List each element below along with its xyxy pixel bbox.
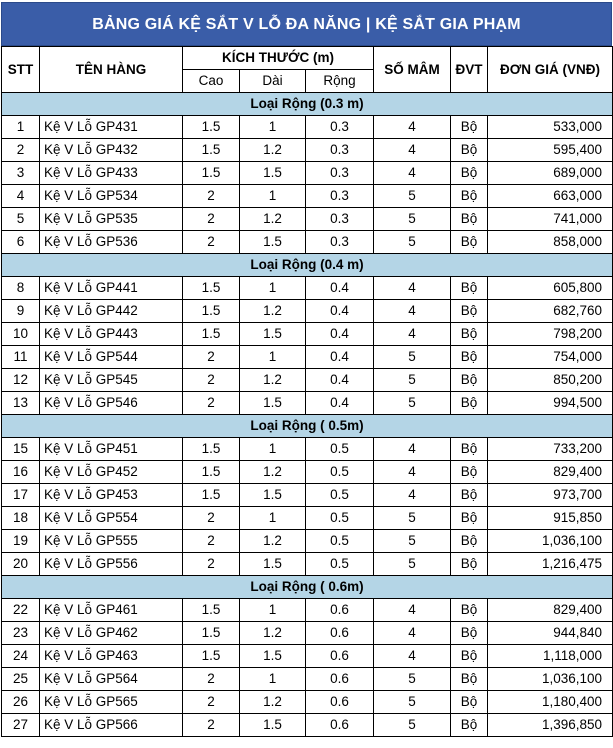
group-label: Loại Rộng (0.3 m)	[2, 93, 613, 116]
header-cao: Cao	[183, 70, 240, 93]
group-header-row	[2, 254, 613, 277]
cell-cao: 2	[183, 185, 240, 208]
table-body	[2, 93, 613, 737]
cell-dvt: Bộ	[451, 208, 488, 231]
cell-dai: 1.5	[240, 392, 306, 415]
cell-ten-hang: Kệ V Lỗ GP565	[40, 691, 183, 714]
cell-ten-hang: Kệ V Lỗ GP443	[40, 323, 183, 346]
table-row	[2, 185, 613, 208]
group-label: Loại Rộng ( 0.6m)	[2, 576, 613, 599]
table-row	[2, 553, 613, 576]
cell-rong: 0.5	[306, 530, 374, 553]
cell-dai: 1.2	[240, 622, 306, 645]
cell-dvt: Bộ	[451, 346, 488, 369]
cell-cao: 1.5	[183, 461, 240, 484]
cell-so-mam: 5	[374, 668, 451, 691]
header-so-mam: SỐ MÂM	[374, 47, 451, 93]
cell-stt: 23	[2, 622, 40, 645]
cell-stt: 19	[2, 530, 40, 553]
cell-stt: 22	[2, 599, 40, 622]
header-row	[2, 47, 613, 70]
table-row	[2, 691, 613, 714]
cell-ten-hang: Kệ V Lỗ GP463	[40, 645, 183, 668]
cell-rong: 0.3	[306, 116, 374, 139]
cell-don-gia: 1,180,400	[488, 691, 613, 714]
cell-ten-hang: Kệ V Lỗ GP441	[40, 277, 183, 300]
cell-don-gia: 944,840	[488, 622, 613, 645]
cell-cao: 2	[183, 392, 240, 415]
cell-stt: 20	[2, 553, 40, 576]
group-label: Loại Rộng (0.4 m)	[2, 254, 613, 277]
cell-cao: 2	[183, 369, 240, 392]
table-row	[2, 599, 613, 622]
cell-dvt: Bộ	[451, 139, 488, 162]
cell-dai: 1.2	[240, 530, 306, 553]
cell-cao: 1.5	[183, 162, 240, 185]
cell-so-mam: 4	[374, 599, 451, 622]
table-row	[2, 645, 613, 668]
cell-so-mam: 4	[374, 645, 451, 668]
table-row	[2, 277, 613, 300]
cell-don-gia: 1,396,850	[488, 714, 613, 737]
cell-dvt: Bộ	[451, 231, 488, 254]
cell-rong: 0.3	[306, 139, 374, 162]
cell-don-gia: 741,000	[488, 208, 613, 231]
cell-dai: 1.2	[240, 461, 306, 484]
cell-cao: 1.5	[183, 599, 240, 622]
cell-so-mam: 5	[374, 691, 451, 714]
cell-cao: 2	[183, 346, 240, 369]
cell-don-gia: 533,000	[488, 116, 613, 139]
cell-dvt: Bộ	[451, 461, 488, 484]
cell-cao: 1.5	[183, 139, 240, 162]
cell-ten-hang: Kệ V Lỗ GP564	[40, 668, 183, 691]
cell-don-gia: 1,216,475	[488, 553, 613, 576]
table-row	[2, 392, 613, 415]
table-row	[2, 622, 613, 645]
cell-so-mam: 4	[374, 461, 451, 484]
cell-dai: 1.2	[240, 208, 306, 231]
header-ten-hang: TÊN HÀNG	[40, 47, 183, 93]
cell-dvt: Bộ	[451, 668, 488, 691]
cell-stt: 10	[2, 323, 40, 346]
cell-stt: 25	[2, 668, 40, 691]
cell-dai: 1.2	[240, 369, 306, 392]
cell-don-gia: 850,200	[488, 369, 613, 392]
cell-so-mam: 4	[374, 438, 451, 461]
cell-rong: 0.6	[306, 691, 374, 714]
cell-cao: 2	[183, 668, 240, 691]
group-label: Loại Rộng ( 0.5m)	[2, 415, 613, 438]
cell-dai: 1	[240, 668, 306, 691]
cell-stt: 1	[2, 116, 40, 139]
cell-ten-hang: Kệ V Lỗ GP452	[40, 461, 183, 484]
cell-rong: 0.6	[306, 714, 374, 737]
table-row	[2, 438, 613, 461]
cell-so-mam: 4	[374, 484, 451, 507]
table-row	[2, 369, 613, 392]
cell-so-mam: 4	[374, 277, 451, 300]
table-row	[2, 208, 613, 231]
cell-rong: 0.6	[306, 599, 374, 622]
header-don-gia: ĐƠN GIÁ (VNĐ)	[488, 47, 613, 93]
cell-rong: 0.5	[306, 553, 374, 576]
cell-rong: 0.3	[306, 185, 374, 208]
cell-cao: 1.5	[183, 645, 240, 668]
cell-so-mam: 4	[374, 139, 451, 162]
cell-dvt: Bộ	[451, 484, 488, 507]
header-dai: Dài	[240, 70, 306, 93]
table-row	[2, 323, 613, 346]
cell-rong: 0.5	[306, 461, 374, 484]
cell-cao: 1.5	[183, 438, 240, 461]
table-row	[2, 231, 613, 254]
cell-don-gia: 915,850	[488, 507, 613, 530]
cell-stt: 9	[2, 300, 40, 323]
cell-ten-hang: Kệ V Lỗ GP544	[40, 346, 183, 369]
cell-ten-hang: Kệ V Lỗ GP451	[40, 438, 183, 461]
cell-rong: 0.4	[306, 323, 374, 346]
cell-rong: 0.6	[306, 645, 374, 668]
cell-ten-hang: Kệ V Lỗ GP556	[40, 553, 183, 576]
cell-dai: 1.2	[240, 139, 306, 162]
cell-stt: 17	[2, 484, 40, 507]
cell-ten-hang: Kệ V Lỗ GP536	[40, 231, 183, 254]
cell-rong: 0.6	[306, 622, 374, 645]
cell-don-gia: 682,760	[488, 300, 613, 323]
cell-so-mam: 4	[374, 162, 451, 185]
cell-cao: 1.5	[183, 323, 240, 346]
cell-dai: 1.5	[240, 714, 306, 737]
cell-cao: 1.5	[183, 116, 240, 139]
header-dvt: ĐVT	[451, 47, 488, 93]
cell-rong: 0.4	[306, 277, 374, 300]
cell-stt: 5	[2, 208, 40, 231]
cell-don-gia: 829,400	[488, 599, 613, 622]
cell-so-mam: 5	[374, 346, 451, 369]
cell-dai: 1	[240, 185, 306, 208]
cell-stt: 26	[2, 691, 40, 714]
cell-dai: 1.5	[240, 484, 306, 507]
cell-dai: 1.5	[240, 553, 306, 576]
cell-don-gia: 1,118,000	[488, 645, 613, 668]
price-table	[1, 46, 613, 737]
cell-dai: 1.2	[240, 300, 306, 323]
cell-dai: 1	[240, 599, 306, 622]
cell-ten-hang: Kệ V Lỗ GP545	[40, 369, 183, 392]
cell-dai: 1.2	[240, 691, 306, 714]
cell-dvt: Bộ	[451, 714, 488, 737]
table-row	[2, 162, 613, 185]
cell-so-mam: 5	[374, 369, 451, 392]
cell-don-gia: 663,000	[488, 185, 613, 208]
cell-don-gia: 689,000	[488, 162, 613, 185]
cell-dvt: Bộ	[451, 530, 488, 553]
table-row	[2, 507, 613, 530]
price-sheet	[1, 2, 612, 737]
cell-rong: 0.6	[306, 668, 374, 691]
cell-dai: 1.5	[240, 162, 306, 185]
cell-stt: 16	[2, 461, 40, 484]
cell-dai: 1.5	[240, 323, 306, 346]
cell-ten-hang: Kệ V Lỗ GP461	[40, 599, 183, 622]
cell-cao: 1.5	[183, 622, 240, 645]
cell-ten-hang: Kệ V Lỗ GP433	[40, 162, 183, 185]
cell-dvt: Bộ	[451, 599, 488, 622]
cell-stt: 2	[2, 139, 40, 162]
cell-stt: 18	[2, 507, 40, 530]
cell-dvt: Bộ	[451, 116, 488, 139]
group-header-row	[2, 576, 613, 599]
table-row	[2, 714, 613, 737]
cell-ten-hang: Kệ V Lỗ GP442	[40, 300, 183, 323]
header-kich-thuoc: KÍCH THƯỚC (m)	[183, 47, 374, 70]
cell-dvt: Bộ	[451, 369, 488, 392]
cell-so-mam: 4	[374, 116, 451, 139]
cell-dai: 1	[240, 507, 306, 530]
cell-rong: 0.5	[306, 438, 374, 461]
table-row	[2, 484, 613, 507]
cell-so-mam: 5	[374, 231, 451, 254]
table-row	[2, 668, 613, 691]
cell-don-gia: 798,200	[488, 323, 613, 346]
cell-ten-hang: Kệ V Lỗ GP432	[40, 139, 183, 162]
cell-stt: 13	[2, 392, 40, 415]
cell-stt: 27	[2, 714, 40, 737]
cell-don-gia: 994,500	[488, 392, 613, 415]
cell-so-mam: 5	[374, 185, 451, 208]
group-header-row	[2, 93, 613, 116]
cell-don-gia: 1,036,100	[488, 668, 613, 691]
cell-stt: 8	[2, 277, 40, 300]
cell-dai: 1.5	[240, 645, 306, 668]
cell-stt: 3	[2, 162, 40, 185]
cell-so-mam: 4	[374, 622, 451, 645]
cell-don-gia: 973,700	[488, 484, 613, 507]
table-row	[2, 139, 613, 162]
cell-so-mam: 5	[374, 392, 451, 415]
cell-dai: 1	[240, 116, 306, 139]
table-row	[2, 116, 613, 139]
cell-don-gia: 605,800	[488, 277, 613, 300]
cell-dvt: Bộ	[451, 553, 488, 576]
cell-dvt: Bộ	[451, 323, 488, 346]
cell-dvt: Bộ	[451, 507, 488, 530]
table-row	[2, 346, 613, 369]
cell-so-mam: 5	[374, 553, 451, 576]
cell-dvt: Bộ	[451, 622, 488, 645]
cell-cao: 2	[183, 530, 240, 553]
table-row	[2, 530, 613, 553]
cell-dvt: Bộ	[451, 185, 488, 208]
cell-dai: 1	[240, 438, 306, 461]
cell-dvt: Bộ	[451, 691, 488, 714]
cell-cao: 2	[183, 208, 240, 231]
sheet-title: BẢNG GIÁ KỆ SẮT V LỖ ĐA NĂNG | KỆ SẮT GIA PHẠM	[1, 2, 612, 46]
cell-cao: 2	[183, 231, 240, 254]
cell-rong: 0.4	[306, 346, 374, 369]
cell-don-gia: 595,400	[488, 139, 613, 162]
cell-dvt: Bộ	[451, 392, 488, 415]
cell-so-mam: 5	[374, 530, 451, 553]
cell-cao: 1.5	[183, 300, 240, 323]
cell-rong: 0.3	[306, 162, 374, 185]
table-row	[2, 300, 613, 323]
cell-stt: 12	[2, 369, 40, 392]
cell-stt: 15	[2, 438, 40, 461]
cell-dai: 1	[240, 277, 306, 300]
cell-dai: 1.5	[240, 231, 306, 254]
cell-ten-hang: Kệ V Lỗ GP462	[40, 622, 183, 645]
cell-don-gia: 829,400	[488, 461, 613, 484]
cell-dvt: Bộ	[451, 300, 488, 323]
cell-dvt: Bộ	[451, 277, 488, 300]
cell-cao: 1.5	[183, 484, 240, 507]
cell-rong: 0.4	[306, 369, 374, 392]
cell-cao: 2	[183, 691, 240, 714]
cell-rong: 0.4	[306, 300, 374, 323]
cell-ten-hang: Kệ V Lỗ GP555	[40, 530, 183, 553]
cell-don-gia: 1,036,100	[488, 530, 613, 553]
cell-ten-hang: Kệ V Lỗ GP431	[40, 116, 183, 139]
cell-so-mam: 5	[374, 714, 451, 737]
cell-stt: 4	[2, 185, 40, 208]
table-row	[2, 461, 613, 484]
cell-so-mam: 5	[374, 507, 451, 530]
cell-dvt: Bộ	[451, 162, 488, 185]
cell-rong: 0.5	[306, 484, 374, 507]
cell-ten-hang: Kệ V Lỗ GP534	[40, 185, 183, 208]
cell-dvt: Bộ	[451, 645, 488, 668]
cell-ten-hang: Kệ V Lỗ GP453	[40, 484, 183, 507]
cell-cao: 1.5	[183, 277, 240, 300]
cell-ten-hang: Kệ V Lỗ GP546	[40, 392, 183, 415]
cell-so-mam: 5	[374, 208, 451, 231]
cell-rong: 0.3	[306, 208, 374, 231]
header-stt: STT	[2, 47, 40, 93]
cell-ten-hang: Kệ V Lỗ GP554	[40, 507, 183, 530]
cell-so-mam: 4	[374, 300, 451, 323]
cell-dai: 1	[240, 346, 306, 369]
cell-rong: 0.5	[306, 507, 374, 530]
cell-don-gia: 733,200	[488, 438, 613, 461]
cell-so-mam: 4	[374, 323, 451, 346]
cell-rong: 0.3	[306, 231, 374, 254]
cell-dvt: Bộ	[451, 438, 488, 461]
cell-stt: 11	[2, 346, 40, 369]
group-header-row	[2, 415, 613, 438]
cell-don-gia: 858,000	[488, 231, 613, 254]
cell-ten-hang: Kệ V Lỗ GP566	[40, 714, 183, 737]
cell-don-gia: 754,000	[488, 346, 613, 369]
cell-ten-hang: Kệ V Lỗ GP535	[40, 208, 183, 231]
cell-cao: 2	[183, 553, 240, 576]
cell-stt: 6	[2, 231, 40, 254]
header-rong: Rộng	[306, 70, 374, 93]
cell-stt: 24	[2, 645, 40, 668]
cell-cao: 2	[183, 507, 240, 530]
cell-rong: 0.4	[306, 392, 374, 415]
cell-cao: 2	[183, 714, 240, 737]
